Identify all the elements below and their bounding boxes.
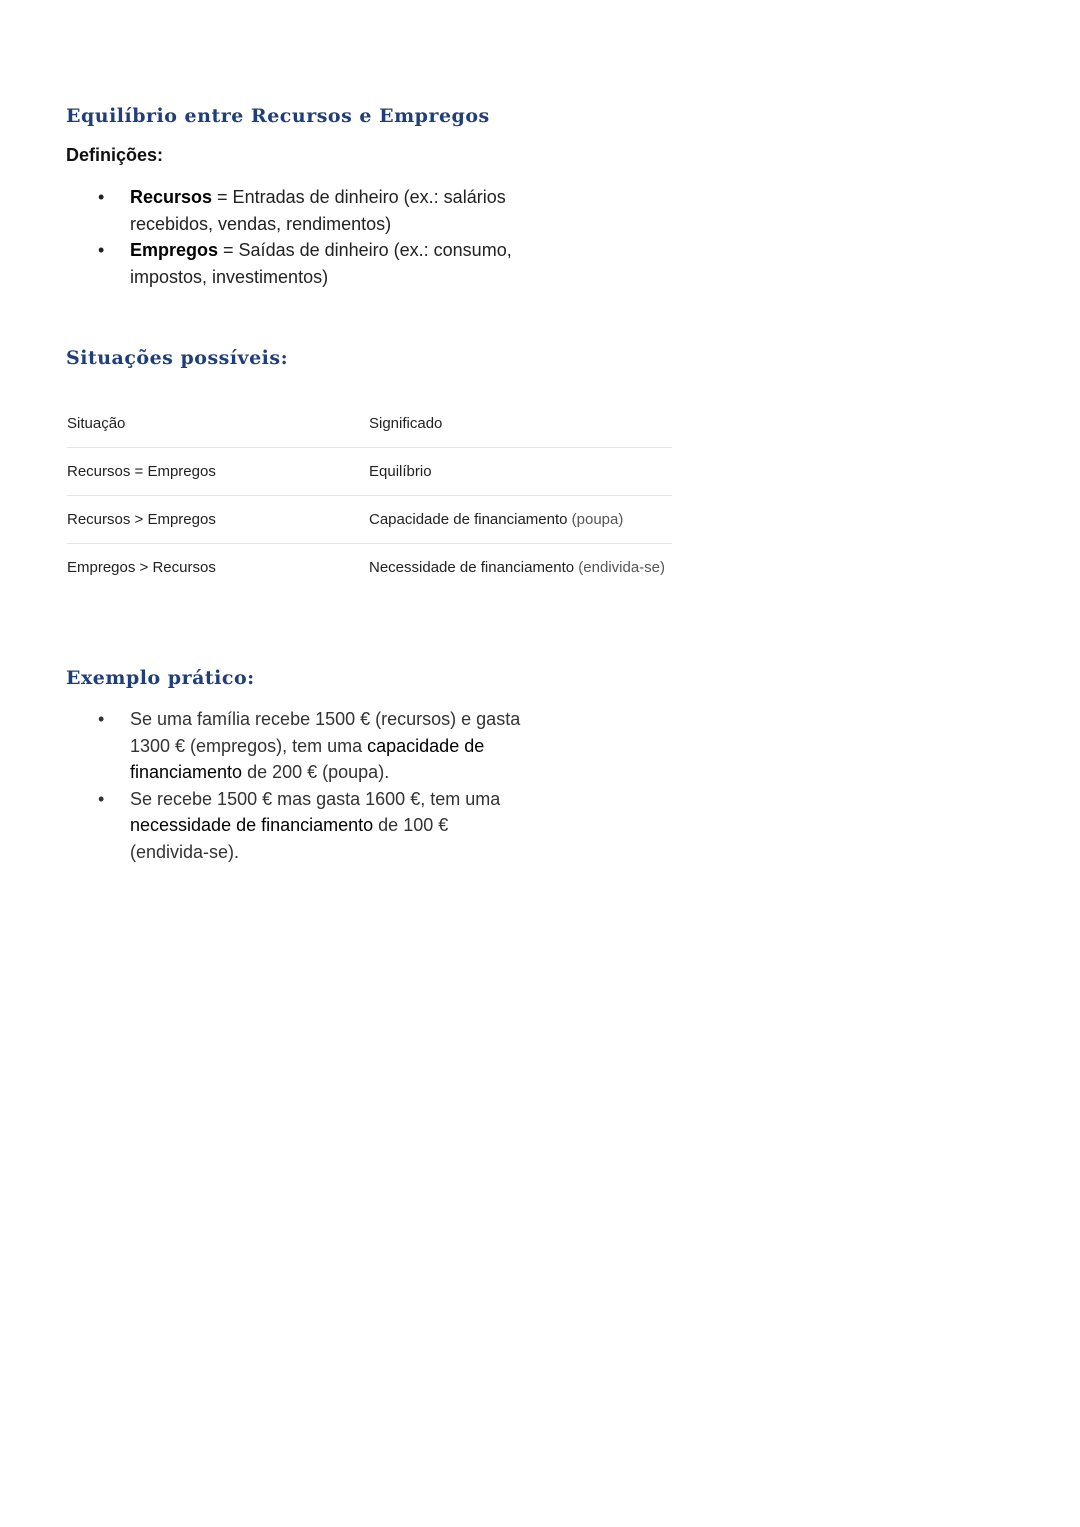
list-item — [66, 237, 526, 290]
example-text: de 200 € (poupa). — [242, 762, 390, 782]
cell-situation: Recursos > Empregos — [67, 496, 369, 544]
header-significado: Significado — [369, 400, 672, 448]
table-row — [67, 496, 672, 544]
situations-table — [67, 400, 672, 591]
example-text: Se uma família recebe 1500 € (recursos) e gasta 1300 € (empregos), tem uma — [130, 709, 521, 756]
bullet-icon: • — [98, 709, 105, 729]
example-highlight: capacidade de financiamento — [130, 735, 485, 782]
meaning-text: Equilíbrio — [369, 463, 432, 480]
meaning-note: (endivida-se) — [574, 559, 666, 576]
definitions-list — [66, 184, 526, 290]
definition: = Saídas de dinheiro (ex.: consumo, impostos, investimentos) — [130, 240, 512, 287]
example-list — [66, 706, 526, 865]
header-situacao: Situação — [67, 400, 369, 448]
list-item — [66, 706, 526, 786]
table-row — [67, 544, 672, 592]
section-title-situacoes: Situações possíveis: — [66, 347, 289, 369]
bullet-icon: • — [98, 240, 105, 260]
cell-meaning — [369, 496, 672, 544]
example-text: de 100 € (endivida-se). — [130, 815, 449, 862]
bullet-icon: • — [98, 788, 105, 809]
table-row — [67, 448, 672, 496]
term: Recursos — [130, 187, 213, 207]
definition: = Entradas de dinheiro (ex.: salários recebidos, vendas, rendimentos) — [130, 187, 506, 234]
section-title-exemplo: Exemplo prático: — [66, 667, 255, 689]
list-item — [66, 184, 526, 237]
meaning-text: Necessidade de financiamento — [369, 559, 575, 576]
cell-situation: Recursos = Empregos — [67, 448, 369, 496]
definitions-label: Definições: — [66, 145, 164, 165]
cell-meaning — [369, 448, 672, 496]
example-highlight: necessidade de financiamento — [130, 815, 374, 835]
section-title-equilibrio: Equilíbrio entre Recursos e Empregos — [66, 105, 490, 127]
example-text: Se recebe 1500 € mas gasta 1600 €, tem uma — [130, 788, 501, 809]
cell-meaning — [369, 544, 672, 592]
term: Empregos — [130, 240, 219, 260]
table-header — [67, 400, 672, 448]
cell-situation: Empregos > Recursos — [67, 559, 216, 576]
meaning-text: Capacidade de financiamento — [369, 511, 568, 528]
list-item — [66, 786, 526, 866]
meaning-note: (poupa) — [567, 511, 624, 528]
bullet-icon: • — [98, 187, 105, 207]
